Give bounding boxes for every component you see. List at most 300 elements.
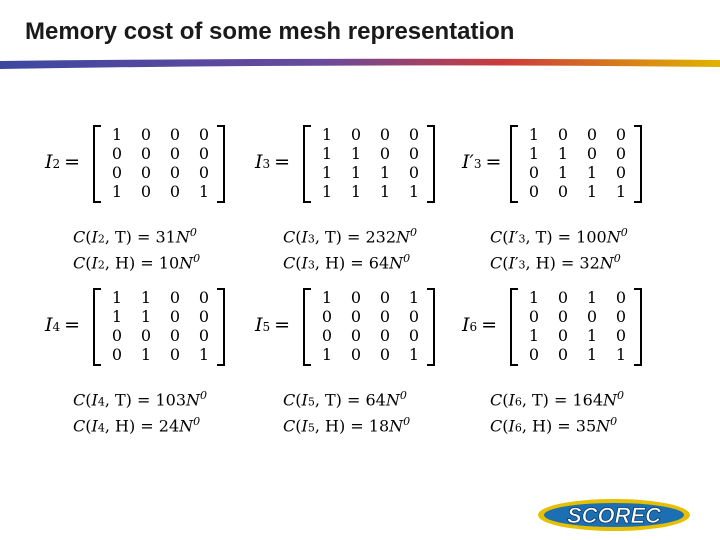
adjacency-matrix [93, 125, 225, 203]
matrix-cell: 0 [140, 326, 152, 345]
cost-punctuation: ) = [545, 416, 576, 436]
matrix-subscript: 5 [262, 320, 271, 334]
cost-line-H [490, 249, 628, 275]
cost-structure: H [115, 253, 129, 273]
matrix-cell: 1 [140, 307, 152, 326]
bracket-serif [217, 201, 223, 203]
bracket-serif [95, 288, 101, 290]
matrix-cell: 1 [557, 163, 569, 182]
cost-punctuation: ) = [542, 390, 573, 410]
matrix-cell: 0 [169, 345, 181, 364]
cost-punctuation: ( [85, 390, 92, 410]
matrix-cell: 0 [350, 326, 362, 345]
matrix-cell: 0 [111, 345, 123, 364]
matrix-cell: 0 [198, 307, 210, 326]
cost-function: C [283, 227, 296, 247]
bracket-serif [95, 125, 101, 127]
cost-exponent: 0 [403, 252, 411, 266]
matrix-cell: 0 [111, 163, 123, 182]
cost-line-T [283, 223, 417, 249]
cost-function: C [73, 416, 86, 436]
cost-punctuation: ( [502, 416, 509, 436]
matrix-symbol: I [45, 151, 53, 173]
cost-matrix-subscript: 4 [97, 395, 105, 409]
matrix-symbol: I [255, 314, 263, 336]
cost-lines [490, 223, 628, 276]
cost-exponent: 0 [193, 252, 201, 266]
matrix-subscript: 4 [52, 320, 61, 334]
cost-exponent: 0 [620, 226, 628, 239]
matrix-symbol: I [462, 314, 470, 336]
cost-value: 164 [572, 390, 604, 410]
cost-punctuation: , [525, 227, 536, 247]
matrix-cell: 0 [528, 182, 540, 201]
cost-n: N [179, 253, 194, 273]
cost-exponent: 0 [403, 415, 411, 429]
matrix-cell: 1 [586, 345, 598, 364]
matrix-cell: 0 [586, 307, 598, 326]
cost-lines [283, 386, 410, 439]
cost-function: C [73, 227, 86, 247]
cost-exponent: 0 [613, 252, 621, 266]
cost-n: N [389, 253, 404, 273]
matrix-cell: 0 [528, 163, 540, 182]
cost-exponent: 0 [200, 389, 208, 402]
matrix-row [255, 288, 455, 368]
matrix-cell: 1 [350, 144, 362, 163]
cost-punctuation: , [525, 253, 536, 273]
matrix-cell: 0 [379, 345, 391, 364]
cost-punctuation: ( [85, 227, 92, 247]
cost-matrix-symbol: I [91, 253, 98, 273]
matrix-cell: 1 [557, 144, 569, 163]
bracket-serif [512, 364, 518, 366]
matrix-cell: 0 [408, 307, 420, 326]
cost-punctuation: ) = [125, 390, 156, 410]
cost-matrix-symbol: I [91, 390, 98, 410]
cost-lines [490, 386, 624, 439]
bracket-serif [427, 201, 433, 203]
cost-exponent: 0 [399, 389, 407, 402]
matrix-cell: 0 [169, 307, 181, 326]
cost-punctuation: ) = [549, 253, 580, 273]
bracket-serif [95, 364, 101, 366]
matrix-cell: 0 [557, 326, 569, 345]
matrix-cell: 0 [408, 144, 420, 163]
matrix-cell: 1 [198, 345, 210, 364]
matrix-cell: 1 [140, 345, 152, 364]
cost-matrix-subscript: 3 [307, 258, 315, 272]
bracket-serif [305, 364, 311, 366]
cost-exponent: 0 [189, 226, 197, 239]
matrix-cell: 1 [586, 326, 598, 345]
matrix-cell: 0 [379, 288, 391, 307]
matrix-cell: 1 [321, 345, 333, 364]
equals-sign: = [274, 314, 291, 336]
cost-matrix-subscript: 5 [307, 421, 315, 435]
matrix-cell: 1 [111, 182, 123, 201]
matrix-name [255, 151, 290, 173]
matrix-cell: 0 [169, 125, 181, 144]
cost-structure: T [532, 390, 543, 410]
cost-value: 32 [579, 253, 600, 273]
cost-exponent: 0 [617, 389, 625, 402]
cost-line-H [73, 412, 207, 438]
cost-value: 103 [155, 390, 187, 410]
matrix-cell: 0 [379, 144, 391, 163]
matrix-cell: 0 [198, 163, 210, 182]
adjacency-matrix [510, 125, 642, 203]
scorec-logo [536, 497, 692, 533]
cost-lines [73, 223, 200, 276]
cost-punctuation: , [104, 390, 115, 410]
matrix-cell: 0 [379, 125, 391, 144]
bracket-serif [305, 288, 311, 290]
matrix-cell: 1 [586, 288, 598, 307]
cost-punctuation: ) = [128, 416, 159, 436]
cost-line-H [73, 249, 200, 275]
cost-value: 64 [365, 390, 386, 410]
matrix-symbol: I [45, 314, 53, 336]
cost-matrix-symbol: I [508, 253, 515, 273]
matrix-cell: 0 [321, 326, 333, 345]
matrix-cell: 0 [169, 144, 181, 163]
matrix-symbol: I [462, 151, 470, 173]
cost-value: 10 [158, 253, 180, 273]
cost-punctuation: , [104, 227, 115, 247]
cost-structure: H [115, 416, 129, 436]
representation-block [255, 125, 455, 273]
matrix-cell: 0 [615, 288, 627, 307]
matrix-cell: 0 [350, 307, 362, 326]
matrix-cell: 0 [615, 326, 627, 345]
matrix-row [255, 125, 455, 205]
representation-block [45, 125, 245, 273]
cost-structure: T [115, 227, 126, 247]
bracket-serif [634, 364, 640, 366]
cost-matrix-symbol: I [508, 416, 515, 436]
matrix-cell: 0 [169, 182, 181, 201]
cost-function: C [283, 390, 296, 410]
equals-sign: = [274, 151, 291, 173]
equals-sign: = [481, 314, 498, 336]
matrix-row [462, 125, 662, 205]
matrix-subscript: 3 [473, 157, 482, 171]
cost-line-T [490, 223, 628, 249]
matrix-cell: 0 [379, 326, 391, 345]
matrix-cell: 0 [169, 288, 181, 307]
matrix-cell: 1 [528, 125, 540, 144]
cost-punctuation: ( [295, 390, 302, 410]
cost-line-H [490, 412, 624, 438]
matrix-cell: 1 [528, 326, 540, 345]
cost-exponent: 0 [193, 415, 201, 429]
cost-matrix-prime: ′ [514, 227, 519, 247]
matrix-cell: 0 [140, 144, 152, 163]
cost-value: 64 [368, 253, 390, 273]
cost-line-H [283, 412, 410, 438]
cost-value: 31 [155, 227, 176, 247]
cost-matrix-subscript: 2 [97, 232, 105, 246]
matrix-cell: 0 [615, 125, 627, 144]
matrix-cell: 1 [321, 163, 333, 182]
matrix-cell: 1 [111, 288, 123, 307]
bracket-serif [512, 201, 518, 203]
matrix-cell: 1 [321, 144, 333, 163]
cost-function: C [283, 416, 296, 436]
cost-punctuation: ) = [335, 390, 366, 410]
cost-matrix-symbol: I [301, 416, 308, 436]
bracket-serif [95, 201, 101, 203]
bracket-serif [427, 364, 433, 366]
cost-matrix-subscript: 5 [307, 395, 315, 409]
matrix-cell: 1 [111, 307, 123, 326]
cost-function: C [490, 416, 503, 436]
matrix-cell: 0 [198, 144, 210, 163]
representation-block [462, 125, 662, 273]
cost-matrix-symbol: I [91, 416, 98, 436]
matrix-name [45, 314, 80, 336]
equals-sign: = [64, 314, 81, 336]
matrix-cell: 0 [169, 326, 181, 345]
equals-sign: = [64, 151, 81, 173]
cost-punctuation: ( [502, 253, 509, 273]
cost-matrix-prime: ′ [514, 253, 519, 273]
matrix-cell: 0 [528, 307, 540, 326]
cost-matrix-symbol: I [508, 227, 515, 247]
matrix-cell: 0 [140, 125, 152, 144]
cost-structure: T [535, 227, 547, 247]
adjacency-matrix [93, 288, 225, 366]
matrix-cell: 0 [615, 307, 627, 326]
matrix-cell: 0 [111, 144, 123, 163]
matrix-prime: ′ [469, 151, 474, 173]
cost-matrix-subscript: 6 [514, 421, 522, 435]
matrix-cell: 0 [557, 182, 569, 201]
cost-line-T [73, 223, 200, 249]
cost-punctuation: ) = [338, 253, 369, 273]
cost-matrix-subscript: 2 [97, 258, 105, 272]
cost-punctuation: , [314, 227, 325, 247]
matrix-cell: 1 [321, 182, 333, 201]
bracket-serif [634, 201, 640, 203]
cost-punctuation: , [104, 416, 115, 436]
cost-punctuation: , [521, 416, 532, 436]
cost-line-H [283, 249, 417, 275]
cost-lines [283, 223, 417, 276]
matrix-cell: 0 [586, 125, 598, 144]
cost-n: N [606, 227, 621, 247]
matrix-cell: 0 [528, 345, 540, 364]
matrix-cell: 0 [557, 288, 569, 307]
matrix-cell: 0 [615, 163, 627, 182]
cost-n: N [603, 390, 618, 410]
cost-punctuation: ( [85, 253, 92, 273]
cost-matrix-symbol: I [301, 253, 308, 273]
matrix-cell: 1 [379, 182, 391, 201]
matrix-subscript: 2 [52, 157, 61, 171]
cost-matrix-symbol: I [301, 390, 308, 410]
matrix-row [462, 288, 662, 368]
cost-n: N [385, 390, 400, 410]
matrix-subscript: 3 [262, 157, 271, 171]
title-underline-bar [0, 55, 720, 77]
cost-structure: H [325, 253, 339, 273]
cost-function: C [73, 390, 86, 410]
matrix-row [45, 125, 245, 205]
matrix-cell: 0 [408, 125, 420, 144]
matrix-cell: 0 [615, 144, 627, 163]
cost-punctuation: ( [295, 416, 302, 436]
matrix-cell: 1 [350, 163, 362, 182]
cost-matrix-subscript: 3 [307, 232, 315, 246]
bracket-serif [305, 125, 311, 127]
matrix-cell: 1 [408, 182, 420, 201]
matrix-name [462, 314, 497, 336]
matrix-cell: 0 [198, 326, 210, 345]
cost-matrix-symbol: I [91, 227, 98, 247]
matrix-cell: 1 [586, 182, 598, 201]
representation-block [462, 288, 662, 436]
matrix-subscript: 6 [469, 320, 478, 334]
cost-matrix-subscript: 6 [514, 395, 522, 409]
cost-structure: T [325, 390, 336, 410]
matrix-cell: 0 [169, 163, 181, 182]
cost-function: C [490, 227, 503, 247]
cost-punctuation: , [314, 416, 325, 436]
cost-punctuation: ) = [125, 227, 156, 247]
cost-value: 35 [575, 416, 597, 436]
matrix-cell: 0 [140, 163, 152, 182]
cost-n: N [596, 416, 611, 436]
matrix-cell: 0 [586, 144, 598, 163]
cost-value: 18 [368, 416, 390, 436]
adjacency-matrix [303, 288, 435, 366]
cost-line-T [283, 386, 410, 412]
matrix-cell: 0 [408, 326, 420, 345]
cost-n: N [179, 416, 194, 436]
cost-matrix-symbol: I [508, 390, 515, 410]
bracket-serif [217, 364, 223, 366]
matrix-cell: 1 [408, 288, 420, 307]
cost-exponent: 0 [410, 226, 418, 239]
matrix-cell: 1 [528, 144, 540, 163]
matrix-cell: 0 [557, 307, 569, 326]
cost-line-T [73, 386, 207, 412]
matrix-row [45, 288, 245, 368]
matrix-cell: 1 [321, 125, 333, 144]
cost-structure: T [325, 227, 336, 247]
matrix-cell: 0 [557, 125, 569, 144]
bracket-serif [305, 201, 311, 203]
matrix-cell: 1 [586, 163, 598, 182]
cost-matrix-subscript: 4 [97, 421, 105, 435]
bracket-serif [512, 288, 518, 290]
cost-structure: T [115, 390, 126, 410]
cost-value: 100 [576, 227, 607, 247]
matrix-cell: 1 [528, 288, 540, 307]
cost-n: N [186, 390, 201, 410]
cost-line-T [490, 386, 624, 412]
matrix-cell: 0 [140, 182, 152, 201]
cost-punctuation: ) = [338, 416, 369, 436]
cost-function: C [283, 253, 296, 273]
cost-function: C [73, 253, 86, 273]
representation-block [255, 288, 455, 436]
cost-structure: H [532, 416, 546, 436]
cost-punctuation: ) = [546, 227, 577, 247]
slide-title: Memory cost of some mesh representation [25, 18, 515, 45]
cost-value: 232 [365, 227, 397, 247]
matrix-cell: 0 [408, 163, 420, 182]
matrix-cell: 1 [615, 345, 627, 364]
equals-sign: = [485, 151, 502, 173]
cost-value: 24 [158, 416, 180, 436]
adjacency-matrix [510, 288, 642, 366]
matrix-cell: 0 [198, 125, 210, 144]
cost-structure: H [325, 416, 339, 436]
cost-lines [73, 386, 207, 439]
cost-punctuation: ( [502, 227, 509, 247]
representation-block [45, 288, 245, 436]
cost-matrix-subscript: 3 [518, 258, 526, 272]
cost-function: C [490, 390, 503, 410]
matrix-cell: 1 [321, 288, 333, 307]
matrix-cell: 0 [198, 288, 210, 307]
matrix-cell: 1 [408, 345, 420, 364]
bracket-serif [512, 125, 518, 127]
matrix-cell: 0 [557, 345, 569, 364]
cost-structure: H [535, 253, 550, 273]
matrix-name [255, 314, 290, 336]
cost-punctuation: , [521, 390, 532, 410]
cost-punctuation: , [314, 390, 325, 410]
matrix-symbol: I [255, 151, 263, 173]
cost-function: C [490, 253, 503, 273]
cost-n: N [175, 227, 190, 247]
matrix-cell: 1 [379, 163, 391, 182]
matrix-name [45, 151, 80, 173]
cost-punctuation: , [104, 253, 115, 273]
cost-exponent: 0 [610, 415, 618, 429]
cost-punctuation: ( [295, 227, 302, 247]
matrix-cell: 1 [198, 182, 210, 201]
matrix-cell: 1 [111, 125, 123, 144]
matrix-cell: 0 [350, 288, 362, 307]
cost-punctuation: ( [295, 253, 302, 273]
cost-n: N [396, 227, 411, 247]
cost-punctuation: ( [502, 390, 509, 410]
logo-text: SCOREC [566, 503, 662, 528]
matrix-cell: 0 [379, 307, 391, 326]
cost-punctuation: , [314, 253, 325, 273]
cost-punctuation: ( [85, 416, 92, 436]
matrix-cell: 0 [111, 326, 123, 345]
matrix-cell: 1 [140, 288, 152, 307]
matrix-cell: 1 [615, 182, 627, 201]
cost-matrix-subscript: 3 [518, 232, 526, 246]
matrix-cell: 0 [350, 125, 362, 144]
matrix-name [462, 151, 501, 173]
adjacency-matrix [303, 125, 435, 203]
cost-n: N [599, 253, 614, 273]
matrix-cell: 0 [321, 307, 333, 326]
cost-punctuation: ) = [128, 253, 159, 273]
cost-punctuation: ) = [335, 227, 366, 247]
cost-matrix-symbol: I [301, 227, 308, 247]
matrix-cell: 1 [350, 182, 362, 201]
cost-n: N [389, 416, 404, 436]
